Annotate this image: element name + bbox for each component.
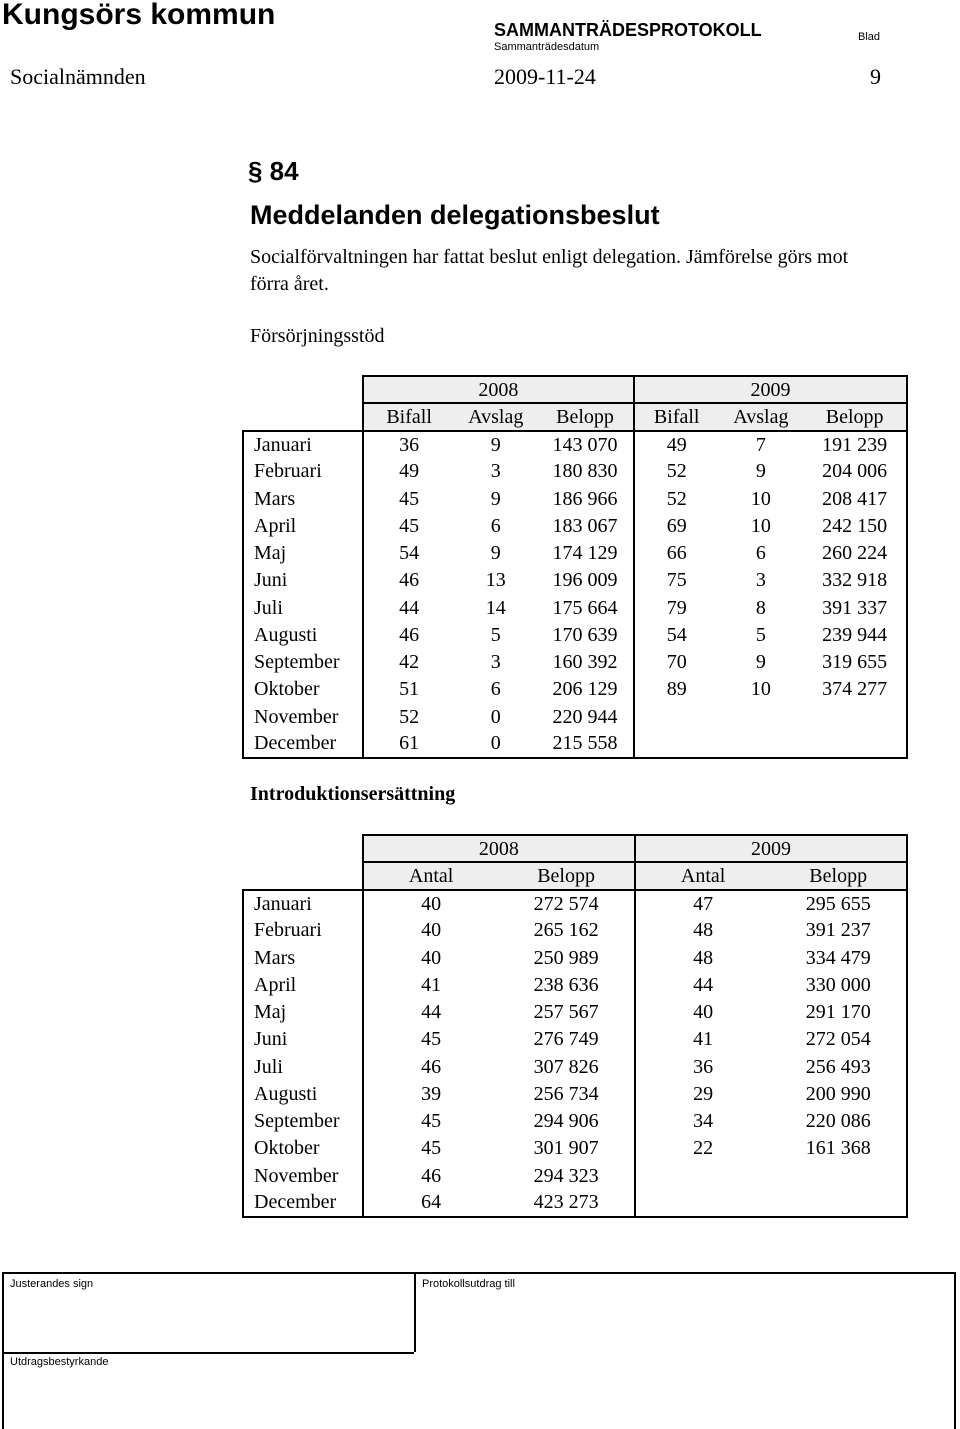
justerandes-sign-label: Justerandes sign	[10, 1278, 94, 1290]
value-cell: 47	[693, 892, 714, 915]
year-header-cell: 2008	[363, 376, 634, 403]
table-row	[243, 485, 907, 512]
value-cell	[719, 703, 804, 730]
value-cell: 44	[399, 596, 420, 619]
value-cell: 174 129	[537, 540, 634, 567]
value-cell	[803, 730, 907, 757]
header-blank-cell	[243, 376, 363, 403]
meeting-date: 2009-11-24	[494, 64, 596, 89]
month-cell: December	[243, 730, 363, 757]
year-header-cell: 2009	[634, 376, 907, 403]
column-header-cell: Belopp	[498, 862, 635, 889]
value-cell: 183 067	[537, 512, 634, 539]
value-cell: 294 323	[498, 1162, 635, 1189]
month-cell: September	[243, 1108, 363, 1135]
value-cell: 79	[666, 596, 687, 619]
value-cell: 44	[693, 973, 714, 996]
value-cell: 238 636	[498, 971, 635, 998]
value-cell: 10	[750, 514, 771, 537]
value-cell: 242 150	[803, 512, 907, 539]
table-row	[243, 676, 907, 703]
value-cell: 6	[490, 514, 501, 537]
value-cell: 8	[755, 596, 766, 619]
introduktionsersattning-table	[242, 834, 908, 1218]
month-cell: Augusti	[243, 1080, 363, 1107]
table-row	[243, 944, 907, 971]
value-cell: 220 944	[537, 703, 634, 730]
value-cell: 52	[666, 487, 687, 510]
table-row	[243, 999, 907, 1026]
section-title: Meddelanden delegationsbeslut	[250, 200, 660, 230]
value-cell: 186 966	[537, 485, 634, 512]
committee-name: Socialnämnden	[10, 64, 146, 89]
value-cell: 170 639	[537, 621, 634, 648]
table-row	[243, 890, 907, 917]
value-cell: 260 224	[803, 540, 907, 567]
value-cell: 45	[421, 1137, 442, 1160]
value-cell	[635, 1162, 770, 1189]
value-cell: 54	[666, 623, 687, 646]
month-cell: Oktober	[243, 1135, 363, 1162]
value-cell: 51	[399, 678, 420, 701]
value-cell: 265 162	[498, 917, 635, 944]
header-blank-cell	[243, 403, 363, 430]
section-number: § 84	[248, 156, 299, 186]
table-row	[243, 621, 907, 648]
table-row	[243, 1135, 907, 1162]
value-cell: 48	[693, 919, 714, 942]
value-cell	[803, 703, 907, 730]
value-cell: 14	[485, 596, 506, 619]
table-row	[243, 1162, 907, 1189]
month-cell: Maj	[243, 999, 363, 1026]
value-cell: 7	[755, 433, 766, 456]
value-cell: 64	[363, 1189, 498, 1216]
value-cell: 40	[693, 1001, 714, 1024]
value-cell: 256 493	[770, 1053, 907, 1080]
value-cell: 42	[399, 651, 420, 674]
value-cell: 48	[693, 946, 714, 969]
value-cell: 46	[399, 569, 420, 592]
value-cell: 70	[666, 651, 687, 674]
value-cell: 5	[755, 623, 766, 646]
column-header-cell: Avslag	[719, 403, 804, 430]
value-cell: 291 170	[770, 999, 907, 1026]
value-cell: 423 273	[498, 1189, 635, 1216]
month-cell: Juni	[243, 567, 363, 594]
value-cell: 6	[490, 678, 501, 701]
value-cell: 391 237	[770, 917, 907, 944]
value-cell: 61	[363, 730, 455, 757]
month-cell: Januari	[243, 431, 363, 458]
forsorjningsstod-heading: Försörjningsstöd	[250, 325, 385, 347]
month-cell: November	[243, 703, 363, 730]
value-cell: 40	[421, 892, 442, 915]
month-cell: November	[243, 1162, 363, 1189]
value-cell: 49	[399, 460, 420, 483]
value-cell: 10	[750, 487, 771, 510]
table-row	[243, 594, 907, 621]
month-cell: Februari	[243, 917, 363, 944]
value-cell: 256 734	[498, 1080, 635, 1107]
value-cell: 49	[666, 433, 687, 456]
month-cell: Juli	[243, 594, 363, 621]
value-cell: 54	[399, 542, 420, 565]
table-row	[243, 971, 907, 998]
value-cell: 66	[666, 542, 687, 565]
value-cell: 272 574	[498, 890, 635, 917]
value-cell: 46	[421, 1164, 442, 1187]
value-cell: 295 655	[770, 890, 907, 917]
value-cell: 29	[693, 1082, 714, 1105]
value-cell: 39	[421, 1082, 442, 1105]
table-row	[243, 917, 907, 944]
table-row	[243, 703, 907, 730]
month-cell: September	[243, 649, 363, 676]
value-cell: 206 129	[537, 676, 634, 703]
value-cell: 45	[421, 1028, 442, 1051]
year-header-row	[243, 835, 907, 862]
value-cell: 52	[666, 460, 687, 483]
value-cell: 294 906	[498, 1108, 635, 1135]
value-cell: 0	[490, 705, 501, 728]
value-cell: 301 907	[498, 1135, 635, 1162]
value-cell: 276 749	[498, 1026, 635, 1053]
value-cell: 9	[490, 433, 501, 456]
column-header-cell: Antal	[635, 862, 770, 889]
month-cell: December	[243, 1189, 363, 1216]
value-cell: 191 239	[803, 431, 907, 458]
header-blank-cell	[243, 862, 363, 889]
value-cell: 180 830	[537, 458, 634, 485]
value-cell: 215 558	[537, 730, 634, 757]
protokollsutdrag-label: Protokollsutdrag till	[422, 1278, 515, 1290]
value-cell: 200 990	[770, 1080, 907, 1107]
value-cell: 34	[693, 1110, 714, 1133]
column-header-cell: Bifall	[363, 403, 455, 430]
table-row	[243, 567, 907, 594]
value-cell: 52	[399, 705, 420, 728]
table-row	[243, 730, 907, 757]
value-cell: 220 086	[770, 1108, 907, 1135]
value-cell: 175 664	[537, 594, 634, 621]
column-header-row	[243, 403, 907, 430]
value-cell: 332 918	[803, 567, 907, 594]
value-cell: 9	[755, 460, 766, 483]
value-cell	[634, 730, 719, 757]
value-cell: 257 567	[498, 999, 635, 1026]
table-row	[243, 1189, 907, 1216]
value-cell: 3	[755, 569, 766, 592]
header-blank-cell	[243, 835, 363, 862]
column-header-row	[243, 862, 907, 889]
value-cell: 391 337	[803, 594, 907, 621]
value-cell: 9	[490, 542, 501, 565]
value-cell: 36	[399, 433, 420, 456]
value-cell: 9	[490, 487, 501, 510]
value-cell	[634, 703, 719, 730]
meeting-date-label: Sammanträdesdatum	[494, 41, 600, 53]
value-cell: 40	[421, 946, 442, 969]
value-cell: 5	[490, 623, 501, 646]
value-cell: 239 944	[803, 621, 907, 648]
month-cell: Maj	[243, 540, 363, 567]
footer-divider	[4, 1352, 414, 1354]
year-header-cell: 2008	[363, 835, 635, 862]
value-cell: 208 417	[803, 485, 907, 512]
value-cell: 36	[693, 1055, 714, 1078]
value-cell: 161 368	[770, 1135, 907, 1162]
column-header-cell: Avslag	[454, 403, 537, 430]
value-cell: 374 277	[803, 676, 907, 703]
section-intro: Socialförvaltningen har fattat beslut enligt delegation. Jämförelse görs mot förra året.	[250, 246, 849, 295]
utdragsbestyrkande-label: Utdragsbestyrkande	[10, 1356, 109, 1368]
year-header-cell: 2009	[635, 835, 907, 862]
value-cell: 330 000	[770, 971, 907, 998]
value-cell: 45	[399, 514, 420, 537]
value-cell: 41	[693, 1028, 714, 1051]
value-cell: 89	[666, 678, 687, 701]
value-cell: 0	[454, 730, 537, 757]
value-cell: 6	[755, 542, 766, 565]
table-row	[243, 1108, 907, 1135]
month-cell: Juni	[243, 1026, 363, 1053]
document-type: SAMMANTRÄDESPROTOKOLL	[494, 20, 762, 40]
month-cell: Januari	[243, 890, 363, 917]
table-row	[243, 540, 907, 567]
month-cell: Februari	[243, 458, 363, 485]
page-label: Blad	[858, 31, 881, 43]
value-cell	[770, 1162, 907, 1189]
table-row	[243, 1026, 907, 1053]
column-header-cell: Antal	[363, 862, 498, 889]
page-number: 9	[870, 64, 881, 89]
value-cell: 45	[421, 1110, 442, 1133]
table-row	[243, 512, 907, 539]
value-cell: 272 054	[770, 1026, 907, 1053]
value-cell: 10	[750, 678, 771, 701]
value-cell: 319 655	[803, 649, 907, 676]
month-cell: Juli	[243, 1053, 363, 1080]
value-cell: 204 006	[803, 458, 907, 485]
value-cell: 69	[666, 514, 687, 537]
value-cell: 250 989	[498, 944, 635, 971]
value-cell: 46	[399, 623, 420, 646]
month-cell: Oktober	[243, 676, 363, 703]
month-cell: Augusti	[243, 621, 363, 648]
value-cell: 9	[755, 651, 766, 674]
value-cell: 22	[693, 1137, 714, 1160]
value-cell: 45	[399, 487, 420, 510]
table-row	[243, 1080, 907, 1107]
value-cell	[770, 1189, 907, 1216]
value-cell: 3	[490, 651, 501, 674]
month-cell: Mars	[243, 944, 363, 971]
column-header-cell: Bifall	[634, 403, 719, 430]
value-cell: 40	[421, 919, 442, 942]
footer-divider	[414, 1274, 416, 1352]
year-header-row	[243, 376, 907, 403]
value-cell: 196 009	[537, 567, 634, 594]
value-cell: 307 826	[498, 1053, 635, 1080]
table-row	[243, 458, 907, 485]
value-cell: 75	[666, 569, 687, 592]
table-row	[243, 431, 907, 458]
column-header-cell: Belopp	[770, 862, 907, 889]
forsorjningsstod-table	[242, 375, 908, 759]
month-cell: April	[243, 512, 363, 539]
value-cell: 44	[421, 1001, 442, 1024]
value-cell	[635, 1189, 770, 1216]
table-row	[243, 1053, 907, 1080]
value-cell: 41	[421, 973, 442, 996]
organization-name: Kungsörs kommun	[2, 0, 276, 31]
column-header-cell: Belopp	[803, 403, 907, 430]
value-cell: 3	[490, 460, 501, 483]
signature-footer	[2, 1272, 956, 1429]
month-cell: Mars	[243, 485, 363, 512]
month-cell: April	[243, 971, 363, 998]
value-cell: 160 392	[537, 649, 634, 676]
value-cell: 13	[485, 569, 506, 592]
value-cell	[719, 730, 804, 757]
table-row	[243, 649, 907, 676]
value-cell: 334 479	[770, 944, 907, 971]
introduktionsersattning-heading: Introduktionsersättning	[250, 783, 456, 805]
column-header-cell: Belopp	[537, 403, 634, 430]
value-cell: 143 070	[537, 431, 634, 458]
value-cell: 46	[421, 1055, 442, 1078]
